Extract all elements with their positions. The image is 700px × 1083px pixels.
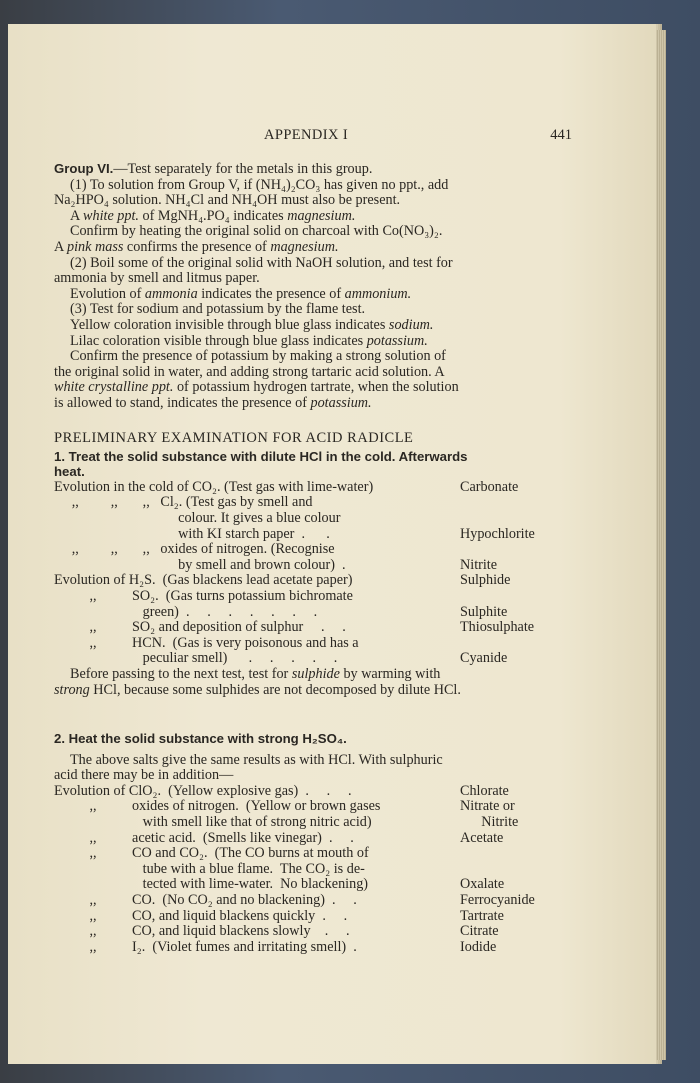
radicle-name: Nitrite bbox=[460, 556, 498, 573]
table-row bbox=[54, 511, 568, 527]
reaction-description: ,, HCN. (Gas is very poisonous and has a bbox=[54, 634, 359, 651]
text-line: (2) Boil some of the original solid with NaOH solution, and test for bbox=[70, 254, 453, 271]
table-row bbox=[54, 784, 568, 800]
reaction-description: ,, ,, ,, oxides of nitrogen. (Recognise bbox=[54, 541, 335, 558]
text-line: Lilac coloration visible through blue glass indicates potassium. bbox=[70, 332, 428, 349]
reaction-description: with smell like that of strong nitric acid) bbox=[54, 813, 372, 830]
group-vi-section bbox=[54, 161, 568, 412]
text-line: The above salts give the same results as with HCl. With sulphuric bbox=[70, 751, 443, 768]
reaction-description: ,, ,, ,, Cl₂. (Test gas by smell and bbox=[54, 494, 313, 511]
step-2-heading: 2. Heat the solid substance with strong H₂SO₄. bbox=[54, 731, 347, 746]
table-row bbox=[54, 573, 568, 589]
reaction-description: peculiar smell) . . . . . bbox=[54, 650, 338, 667]
table-row bbox=[54, 815, 568, 831]
radicle-name: Nitrite bbox=[460, 813, 519, 830]
section-heading: PRELIMINARY EXAMINATION FOR ACID RADICLE bbox=[54, 430, 414, 446]
text-line: acid there may be in addition— bbox=[54, 767, 234, 784]
radicle-name: Cyanide bbox=[460, 650, 508, 667]
table-row bbox=[54, 846, 568, 862]
reaction-description: ,, CO, and liquid blackens slowly . . bbox=[54, 923, 350, 940]
radicle-name: Carbonate bbox=[460, 478, 519, 495]
text-line: A white ppt. of MgNH₄.PO₄ indicates magnesium. bbox=[70, 207, 356, 224]
table-row bbox=[54, 527, 568, 543]
reaction-description: by smell and brown colour) . bbox=[54, 556, 346, 573]
strong-h2so4-table bbox=[54, 784, 568, 956]
radicle-name: Tartrate bbox=[460, 907, 504, 924]
reaction-description: tube with a blue flame. The CO₂ is de- bbox=[54, 860, 365, 877]
text-line: A pink mass confirms the presence of magnesium. bbox=[54, 238, 339, 255]
radicle-name: Nitrate or bbox=[460, 798, 515, 815]
table-row bbox=[54, 909, 568, 925]
table-row bbox=[54, 924, 568, 940]
radicle-name: Sulphide bbox=[460, 572, 511, 589]
table-row bbox=[54, 542, 568, 558]
text-line: Evolution of ammonia indicates the presence of ammonium. bbox=[70, 285, 412, 302]
radicle-name: Hypochlorite bbox=[460, 525, 535, 542]
text-line: white crystalline ppt. of potassium hydrogen tartrate, when the solution bbox=[54, 379, 459, 396]
reaction-description: ,, oxides of nitrogen. (Yellow or brown gases bbox=[54, 798, 381, 815]
table-row bbox=[54, 480, 568, 496]
reaction-description: ,, acetic acid. (Smells like vinegar) . . bbox=[54, 829, 354, 846]
radicle-name: Citrate bbox=[460, 923, 499, 940]
table-row bbox=[54, 558, 568, 574]
table-row bbox=[54, 940, 568, 956]
dilute-hcl-table bbox=[54, 480, 568, 667]
reaction-description: ,, CO, and liquid blackens quickly . . bbox=[54, 907, 348, 924]
running-header bbox=[54, 127, 572, 146]
text-line: is allowed to stand, indicates the presence of potassium. bbox=[54, 394, 372, 411]
reaction-description: ,, SO₂ and deposition of sulphur . . bbox=[54, 619, 346, 636]
radicle-name: Thiosulphate bbox=[460, 619, 535, 636]
reaction-description: Evolution of ClO₂. (Yellow explosive gas) . . . bbox=[54, 782, 352, 799]
page-number: 441 bbox=[550, 127, 572, 143]
table-row bbox=[54, 862, 568, 878]
table-row bbox=[54, 605, 568, 621]
radicle-name: Chlorate bbox=[460, 782, 509, 799]
reaction-description: Evolution in the cold of CO₂. (Test gas with lime-water) bbox=[54, 478, 374, 495]
table-row bbox=[54, 877, 568, 893]
radicle-name: Iodide bbox=[460, 938, 497, 955]
table-row bbox=[54, 831, 568, 847]
book-page bbox=[8, 24, 656, 1064]
table-row bbox=[54, 589, 568, 605]
reaction-description: Evolution of H₂S. (Gas blackens lead acetate paper) bbox=[54, 572, 353, 589]
text-line: Na₂HPO₄ solution. NH₄Cl and NH₄OH must also be present. bbox=[54, 192, 401, 209]
radicle-name: Ferrocyanide bbox=[460, 891, 535, 908]
table-row bbox=[54, 799, 568, 815]
reaction-description: ,, I₂. (Violet fumes and irritating smell) . bbox=[54, 938, 357, 955]
page-edge bbox=[656, 30, 666, 1060]
group-vi-heading: Group VI.—Test separately for the metals in this group. bbox=[54, 161, 373, 177]
reaction-description: ,, CO and CO₂. (The CO burns at mouth of bbox=[54, 845, 369, 862]
reaction-description: ,, CO. (No CO₂ and no blackening) . . bbox=[54, 891, 357, 908]
text-line: strong HCl, because some sulphides are not decomposed by dilute HCl. bbox=[54, 681, 461, 698]
preliminary-section bbox=[54, 431, 568, 698]
reaction-description: with KI starch paper . . bbox=[54, 525, 330, 542]
text-line: Yellow coloration invisible through blue glass indicates sodium. bbox=[70, 316, 434, 333]
table-row bbox=[54, 636, 568, 652]
text-line: the original solid in water, and adding strong tartaric acid solution. A bbox=[54, 363, 445, 380]
reaction-description: tected with lime-water. No blackening) bbox=[54, 876, 369, 893]
step-2-section bbox=[54, 731, 568, 955]
text-line: Confirm by heating the original solid on charcoal with Co(NO₃)₂. bbox=[70, 223, 443, 240]
reaction-description: green) . . . . . . . bbox=[54, 603, 318, 620]
radicle-name: Acetate bbox=[460, 829, 504, 846]
table-row bbox=[54, 620, 568, 636]
table-row bbox=[54, 893, 568, 909]
radicle-name: Sulphite bbox=[460, 603, 508, 620]
step-1-heading: 1. Treat the solid substance with dilute HCl in the cold. Afterwards heat. bbox=[54, 448, 468, 480]
table-row bbox=[54, 495, 568, 511]
radicle-name: Oxalate bbox=[460, 876, 505, 893]
table-row bbox=[54, 651, 568, 667]
reaction-description: colour. It gives a blue colour bbox=[54, 509, 341, 526]
text-line: Confirm the presence of potassium by making a strong solution of bbox=[70, 348, 446, 365]
text-line: ammonia by smell and litmus paper. bbox=[54, 270, 260, 287]
header-title: APPENDIX I bbox=[264, 127, 349, 143]
text-line: Before passing to the next test, test for sulphide by warming with bbox=[70, 665, 441, 682]
text-line: (3) Test for sodium and potassium by the flame test. bbox=[70, 301, 366, 318]
text-line: (1) To solution from Group V, if (NH₄)₂CO₃ has given no ppt., add bbox=[70, 176, 449, 193]
reaction-description: ,, SO₂. (Gas turns potassium bichromate bbox=[54, 587, 353, 604]
